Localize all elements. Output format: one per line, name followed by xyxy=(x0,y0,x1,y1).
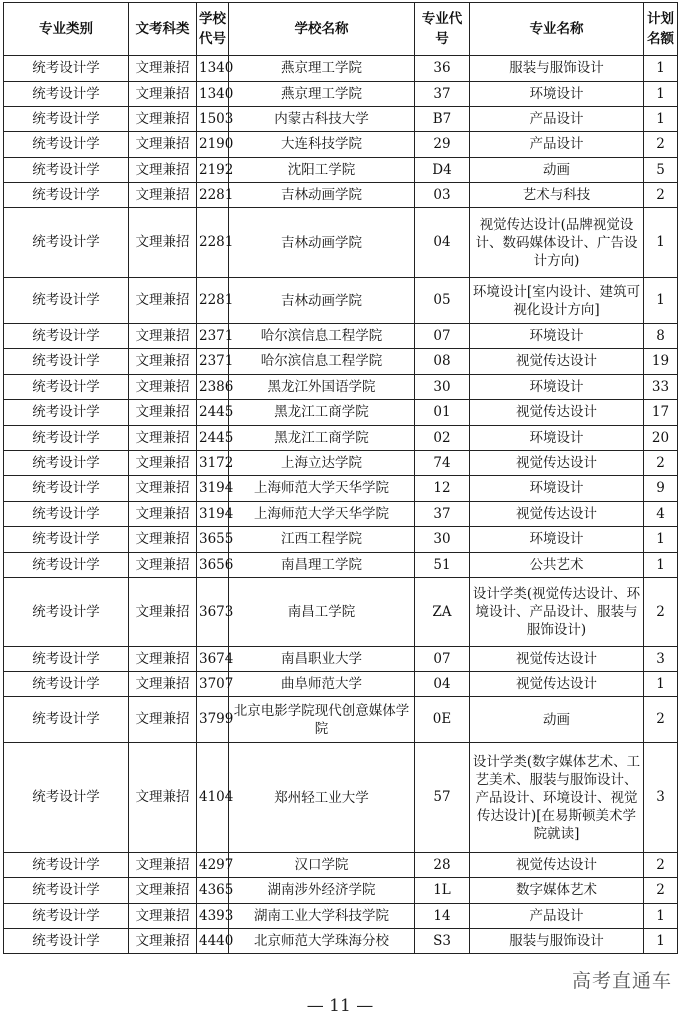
cell-quota: 3 xyxy=(644,647,678,672)
cell-major-name: 环境设计 xyxy=(470,324,644,349)
cell-major-code: 74 xyxy=(415,451,470,476)
cell-category: 统考设计学 xyxy=(4,158,129,183)
cell-school-code: 3674 xyxy=(197,647,229,672)
cell-school-name: 吉林动画学院 xyxy=(229,183,415,208)
cell-quota: 2 xyxy=(644,578,678,647)
cell-quota: 2 xyxy=(644,697,678,743)
cell-major-code: 02 xyxy=(415,426,470,451)
cell-major-name: 服装与服饰设计 xyxy=(470,56,644,82)
cell-school-code: 1340 xyxy=(197,56,229,82)
cell-major-name: 动画 xyxy=(470,158,644,183)
cell-school-code: 2192 xyxy=(197,158,229,183)
cell-school-name: 吉林动画学院 xyxy=(229,208,415,278)
cell-major-code: 37 xyxy=(415,502,470,527)
cell-major-code: S3 xyxy=(415,929,470,954)
cell-category: 统考设计学 xyxy=(4,183,129,208)
cell-major-name: 环境设计[室内设计、建筑可视化设计方向] xyxy=(470,278,644,324)
cell-school-name: 沈阳工学院 xyxy=(229,158,415,183)
cell-category: 统考设计学 xyxy=(4,278,129,324)
cell-school-code: 2371 xyxy=(197,349,229,375)
cell-category: 统考设计学 xyxy=(4,553,129,578)
cell-school-name: 江西工程学院 xyxy=(229,527,415,553)
cell-major-name: 环境设计 xyxy=(470,527,644,553)
cell-school-code: 2371 xyxy=(197,324,229,349)
cell-school-name: 黑龙江工商学院 xyxy=(229,426,415,451)
cell-category: 统考设计学 xyxy=(4,208,129,278)
cell-category: 统考设计学 xyxy=(4,476,129,502)
cell-subject: 文理兼招 xyxy=(129,672,197,697)
cell-school-name: 南昌工学院 xyxy=(229,578,415,647)
cell-major-name: 环境设计 xyxy=(470,375,644,400)
cell-category: 统考设计学 xyxy=(4,324,129,349)
table-row xyxy=(4,82,678,107)
header-major-code: 专业代号 xyxy=(415,3,470,56)
cell-school-name: 南昌职业大学 xyxy=(229,647,415,672)
cell-quota: 2 xyxy=(644,451,678,476)
cell-subject: 文理兼招 xyxy=(129,553,197,578)
cell-school-name: 哈尔滨信息工程学院 xyxy=(229,324,415,349)
cell-major-name: 设计学类(视觉传达设计、环境设计、产品设计、服装与服饰设计) xyxy=(470,578,644,647)
cell-quota: 20 xyxy=(644,426,678,451)
cell-major-name: 环境设计 xyxy=(470,426,644,451)
cell-category: 统考设计学 xyxy=(4,672,129,697)
cell-quota: 1 xyxy=(644,527,678,553)
cell-major-code: 04 xyxy=(415,208,470,278)
cell-major-name: 环境设计 xyxy=(470,476,644,502)
header-subject: 文考科类 xyxy=(129,3,197,56)
cell-major-code: 07 xyxy=(415,647,470,672)
cell-subject: 文理兼招 xyxy=(129,743,197,853)
cell-major-code: 36 xyxy=(415,56,470,82)
cell-quota: 1 xyxy=(644,82,678,107)
table-row xyxy=(4,743,678,853)
cell-category: 统考设计学 xyxy=(4,107,129,132)
cell-category: 统考设计学 xyxy=(4,578,129,647)
table-row xyxy=(4,158,678,183)
cell-major-name: 视觉传达设计 xyxy=(470,502,644,527)
cell-subject: 文理兼招 xyxy=(129,697,197,743)
cell-quota: 2 xyxy=(644,853,678,878)
table-row xyxy=(4,375,678,400)
cell-category: 统考设计学 xyxy=(4,400,129,426)
cell-major-code: 30 xyxy=(415,375,470,400)
cell-major-code: 57 xyxy=(415,743,470,853)
cell-major-code: 14 xyxy=(415,904,470,929)
cell-major-code: 08 xyxy=(415,349,470,375)
table-row xyxy=(4,553,678,578)
cell-school-name: 燕京理工学院 xyxy=(229,82,415,107)
cell-category: 统考设计学 xyxy=(4,853,129,878)
cell-subject: 文理兼招 xyxy=(129,349,197,375)
cell-subject: 文理兼招 xyxy=(129,400,197,426)
cell-category: 统考设计学 xyxy=(4,502,129,527)
cell-school-name: 黑龙江工商学院 xyxy=(229,400,415,426)
cell-quota: 1 xyxy=(644,672,678,697)
cell-category: 统考设计学 xyxy=(4,929,129,954)
table-body xyxy=(4,56,678,954)
table-row xyxy=(4,426,678,451)
cell-major-name: 动画 xyxy=(470,697,644,743)
cell-major-code: 04 xyxy=(415,672,470,697)
cell-subject: 文理兼招 xyxy=(129,56,197,82)
cell-category: 统考设计学 xyxy=(4,82,129,107)
table-row xyxy=(4,324,678,349)
admission-plan-table xyxy=(3,2,678,954)
cell-subject: 文理兼招 xyxy=(129,527,197,553)
table-row xyxy=(4,697,678,743)
cell-major-name: 服装与服饰设计 xyxy=(470,929,644,954)
cell-school-code: 4440 xyxy=(197,929,229,954)
cell-major-name: 艺术与科技 xyxy=(470,183,644,208)
cell-school-name: 北京电影学院现代创意媒体学院 xyxy=(229,697,415,743)
cell-subject: 文理兼招 xyxy=(129,853,197,878)
cell-major-code: 12 xyxy=(415,476,470,502)
cell-major-name: 视觉传达设计 xyxy=(470,451,644,476)
cell-category: 统考设计学 xyxy=(4,878,129,904)
cell-category: 统考设计学 xyxy=(4,647,129,672)
cell-major-name: 产品设计 xyxy=(470,107,644,132)
cell-school-name: 北京师范大学珠海分校 xyxy=(229,929,415,954)
cell-major-name: 公共艺术 xyxy=(470,553,644,578)
page-number: — 11 — xyxy=(306,996,374,1016)
table-row xyxy=(4,208,678,278)
cell-quota: 2 xyxy=(644,183,678,208)
cell-quota: 17 xyxy=(644,400,678,426)
table-row xyxy=(4,502,678,527)
cell-category: 统考设计学 xyxy=(4,132,129,158)
cell-major-code: 1L xyxy=(415,878,470,904)
cell-school-name: 内蒙古科技大学 xyxy=(229,107,415,132)
cell-subject: 文理兼招 xyxy=(129,476,197,502)
table-row xyxy=(4,451,678,476)
cell-school-name: 汉口学院 xyxy=(229,853,415,878)
cell-subject: 文理兼招 xyxy=(129,647,197,672)
cell-category: 统考设计学 xyxy=(4,743,129,853)
cell-major-code: 30 xyxy=(415,527,470,553)
cell-quota: 2 xyxy=(644,132,678,158)
cell-major-name: 环境设计 xyxy=(470,82,644,107)
cell-subject: 文理兼招 xyxy=(129,426,197,451)
table-row xyxy=(4,878,678,904)
cell-category: 统考设计学 xyxy=(4,904,129,929)
cell-category: 统考设计学 xyxy=(4,697,129,743)
cell-quota: 3 xyxy=(644,743,678,853)
cell-subject: 文理兼招 xyxy=(129,904,197,929)
cell-category: 统考设计学 xyxy=(4,451,129,476)
cell-major-name: 视觉传达设计 xyxy=(470,400,644,426)
cell-major-code: 01 xyxy=(415,400,470,426)
cell-major-name: 视觉传达设计(品牌视觉设计、数码媒体设计、广告设计方向) xyxy=(470,208,644,278)
cell-quota: 5 xyxy=(644,158,678,183)
table-row xyxy=(4,278,678,324)
cell-major-code: 03 xyxy=(415,183,470,208)
cell-major-code: 37 xyxy=(415,82,470,107)
header-school-name: 学校名称 xyxy=(229,3,415,56)
cell-major-code: 0E xyxy=(415,697,470,743)
table-row xyxy=(4,56,678,82)
cell-major-code: B7 xyxy=(415,107,470,132)
cell-school-code: 2281 xyxy=(197,278,229,324)
cell-school-code: 2281 xyxy=(197,183,229,208)
header-school-code: 学校代号 xyxy=(197,3,229,56)
cell-major-code: D4 xyxy=(415,158,470,183)
cell-school-name: 大连科技学院 xyxy=(229,132,415,158)
cell-subject: 文理兼招 xyxy=(129,929,197,954)
cell-school-code: 1340 xyxy=(197,82,229,107)
cell-major-code: 07 xyxy=(415,324,470,349)
header-major-name: 专业名称 xyxy=(470,3,644,56)
cell-major-code: 28 xyxy=(415,853,470,878)
cell-school-code: 4365 xyxy=(197,878,229,904)
cell-school-code: 3707 xyxy=(197,672,229,697)
cell-major-code: 29 xyxy=(415,132,470,158)
cell-school-code: 4297 xyxy=(197,853,229,878)
cell-school-name: 燕京理工学院 xyxy=(229,56,415,82)
cell-category: 统考设计学 xyxy=(4,375,129,400)
cell-school-name: 黑龙江外国语学院 xyxy=(229,375,415,400)
cell-major-name: 视觉传达设计 xyxy=(470,349,644,375)
cell-major-name: 视觉传达设计 xyxy=(470,647,644,672)
cell-quota: 1 xyxy=(644,56,678,82)
cell-major-name: 数字媒体艺术 xyxy=(470,878,644,904)
watermark-text: 高考直通车 xyxy=(571,970,672,992)
cell-school-code: 3194 xyxy=(197,476,229,502)
cell-school-name: 湖南涉外经济学院 xyxy=(229,878,415,904)
cell-major-name: 视觉传达设计 xyxy=(470,672,644,697)
cell-school-name: 上海师范大学天华学院 xyxy=(229,502,415,527)
cell-quota: 1 xyxy=(644,929,678,954)
table-row xyxy=(4,853,678,878)
cell-quota: 4 xyxy=(644,502,678,527)
cell-subject: 文理兼招 xyxy=(129,451,197,476)
cell-school-code: 2445 xyxy=(197,426,229,451)
cell-subject: 文理兼招 xyxy=(129,158,197,183)
cell-category: 统考设计学 xyxy=(4,527,129,553)
cell-subject: 文理兼招 xyxy=(129,324,197,349)
cell-major-code: ZA xyxy=(415,578,470,647)
cell-quota: 1 xyxy=(644,553,678,578)
table-row xyxy=(4,183,678,208)
cell-school-name: 上海立达学院 xyxy=(229,451,415,476)
table-row xyxy=(4,904,678,929)
cell-subject: 文理兼招 xyxy=(129,502,197,527)
cell-quota: 33 xyxy=(644,375,678,400)
table-row xyxy=(4,107,678,132)
cell-subject: 文理兼招 xyxy=(129,578,197,647)
cell-school-code: 2386 xyxy=(197,375,229,400)
table-row xyxy=(4,400,678,426)
cell-school-name: 上海师范大学天华学院 xyxy=(229,476,415,502)
cell-quota: 1 xyxy=(644,278,678,324)
cell-quota: 1 xyxy=(644,904,678,929)
cell-major-name: 设计学类(数字媒体艺术、工艺美术、服装与服饰设计、产品设计、环境设计、视觉传达设计)[在易斯顿美术学院就读] xyxy=(470,743,644,853)
cell-subject: 文理兼招 xyxy=(129,878,197,904)
cell-quota: 2 xyxy=(644,878,678,904)
cell-school-code: 3172 xyxy=(197,451,229,476)
cell-school-name: 郑州轻工业大学 xyxy=(229,743,415,853)
cell-subject: 文理兼招 xyxy=(129,375,197,400)
table-row xyxy=(4,476,678,502)
cell-school-code: 3673 xyxy=(197,578,229,647)
cell-school-code: 2190 xyxy=(197,132,229,158)
cell-subject: 文理兼招 xyxy=(129,82,197,107)
cell-quota: 1 xyxy=(644,107,678,132)
cell-school-name: 吉林动画学院 xyxy=(229,278,415,324)
cell-major-name: 产品设计 xyxy=(470,904,644,929)
cell-school-name: 曲阜师范大学 xyxy=(229,672,415,697)
table-row xyxy=(4,132,678,158)
cell-subject: 文理兼招 xyxy=(129,183,197,208)
cell-school-name: 哈尔滨信息工程学院 xyxy=(229,349,415,375)
cell-subject: 文理兼招 xyxy=(129,132,197,158)
cell-category: 统考设计学 xyxy=(4,349,129,375)
cell-school-code: 4393 xyxy=(197,904,229,929)
header-quota: 计划名额 xyxy=(644,3,678,56)
cell-major-code: 05 xyxy=(415,278,470,324)
table-row xyxy=(4,929,678,954)
cell-school-code: 2281 xyxy=(197,208,229,278)
cell-quota: 8 xyxy=(644,324,678,349)
header-category: 专业类别 xyxy=(4,3,129,56)
cell-subject: 文理兼招 xyxy=(129,278,197,324)
cell-quota: 1 xyxy=(644,208,678,278)
cell-subject: 文理兼招 xyxy=(129,208,197,278)
table-header-row xyxy=(4,3,678,56)
cell-school-code: 3194 xyxy=(197,502,229,527)
cell-subject: 文理兼招 xyxy=(129,107,197,132)
cell-category: 统考设计学 xyxy=(4,426,129,451)
cell-school-code: 1503 xyxy=(197,107,229,132)
cell-school-code: 4104 xyxy=(197,743,229,853)
cell-major-name: 产品设计 xyxy=(470,132,644,158)
cell-category: 统考设计学 xyxy=(4,56,129,82)
cell-major-name: 视觉传达设计 xyxy=(470,853,644,878)
cell-school-code: 3656 xyxy=(197,553,229,578)
table-row xyxy=(4,672,678,697)
table-row xyxy=(4,578,678,647)
cell-quota: 9 xyxy=(644,476,678,502)
cell-school-code: 2445 xyxy=(197,400,229,426)
table-row xyxy=(4,527,678,553)
cell-school-name: 南昌理工学院 xyxy=(229,553,415,578)
cell-school-code: 3799 xyxy=(197,697,229,743)
cell-quota: 19 xyxy=(644,349,678,375)
table-row xyxy=(4,647,678,672)
cell-school-name: 湖南工业大学科技学院 xyxy=(229,904,415,929)
table-row xyxy=(4,349,678,375)
cell-major-code: 51 xyxy=(415,553,470,578)
cell-school-code: 3655 xyxy=(197,527,229,553)
